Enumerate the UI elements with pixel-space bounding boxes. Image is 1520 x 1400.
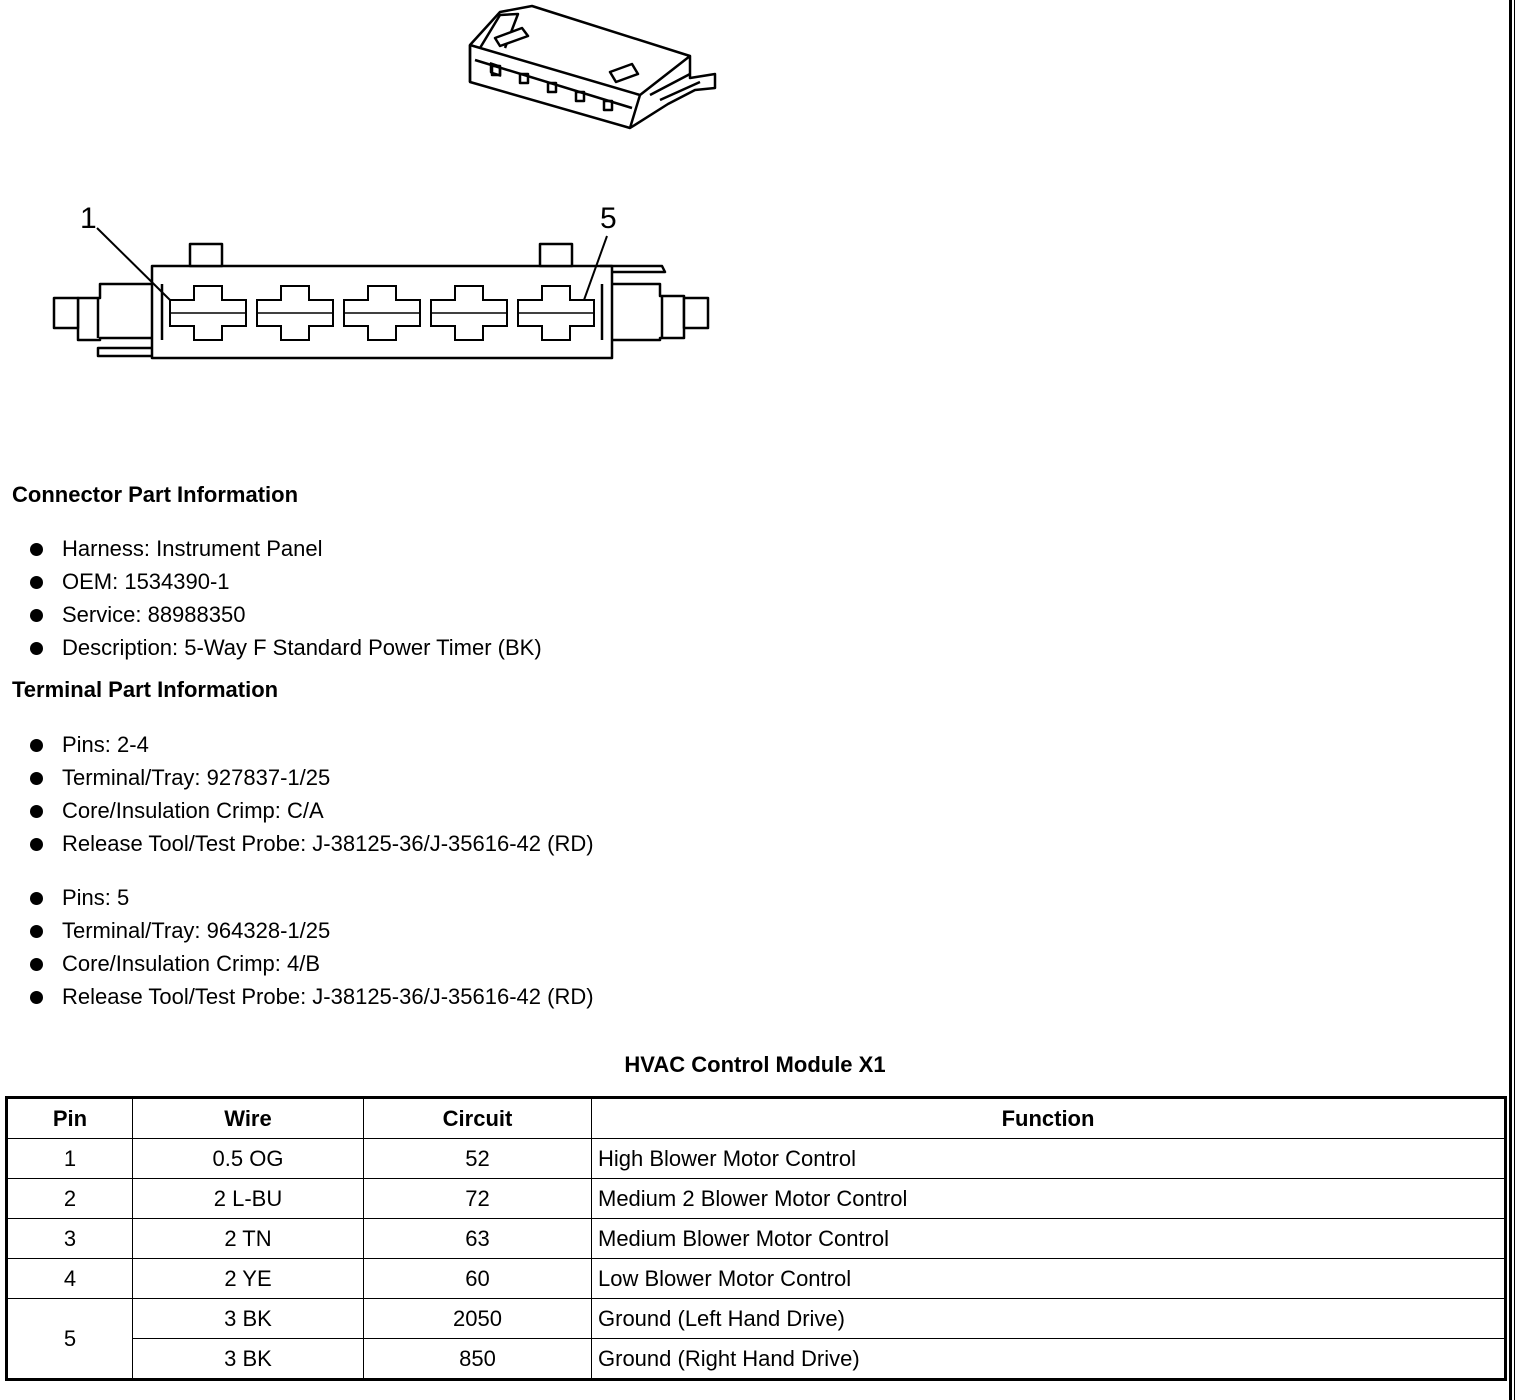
list-item: Pins: 2-4	[28, 728, 594, 761]
table-title: HVAC Control Module X1	[624, 1052, 886, 1077]
cell-circuit: 2050	[364, 1299, 592, 1339]
table-row	[7, 1179, 1506, 1219]
cell-pin: 1	[7, 1139, 133, 1179]
table-header-row	[7, 1098, 1506, 1139]
cell-circuit: 52	[364, 1139, 592, 1179]
cell-pin: 4	[7, 1259, 133, 1299]
cell-wire: 2 TN	[133, 1219, 364, 1259]
list-item: OEM: 1534390-1	[28, 565, 542, 598]
cell-wire: 3 BK	[133, 1299, 364, 1339]
cell-wire: 2 L-BU	[133, 1179, 364, 1219]
list-item: Terminal/Tray: 964328-1/25	[28, 914, 594, 947]
table-row	[7, 1259, 1506, 1299]
connector-info-list	[28, 532, 542, 664]
cell-function: Ground (Left Hand Drive)	[592, 1299, 1506, 1339]
table-row	[7, 1219, 1506, 1259]
connector-isometric-view	[470, 6, 715, 128]
list-item: Pins: 5	[28, 881, 594, 914]
cell-function: Medium 2 Blower Motor Control	[592, 1179, 1506, 1219]
list-item: Harness: Instrument Panel	[28, 532, 542, 565]
terminal-info-group-1	[28, 728, 594, 860]
cell-circuit: 60	[364, 1259, 592, 1299]
header-function: Function	[592, 1098, 1506, 1139]
list-item: Core/Insulation Crimp: 4/B	[28, 947, 594, 980]
pin-1-label: 1	[80, 202, 97, 235]
terminal-info-group-2	[28, 881, 594, 1013]
cell-wire: 0.5 OG	[133, 1139, 364, 1179]
list-item: Description: 5-Way F Standard Power Timer (BK)	[28, 631, 542, 664]
pin-1-leader-line	[97, 228, 170, 300]
header-circuit: Circuit	[364, 1098, 592, 1139]
pinout-table	[5, 1096, 1507, 1381]
cell-wire: 3 BK	[133, 1339, 364, 1380]
cell-function: High Blower Motor Control	[592, 1139, 1506, 1179]
cell-circuit: 850	[364, 1339, 592, 1380]
connector-info-title: Connector Part Information	[12, 482, 299, 507]
header-pin: Pin	[7, 1098, 133, 1139]
list-item: Service: 88988350	[28, 598, 542, 631]
cell-pin: 5	[7, 1299, 133, 1380]
cell-pin: 3	[7, 1219, 133, 1259]
table-row	[7, 1299, 1506, 1339]
page-border-right-inner	[1514, 0, 1515, 1400]
list-item: Core/Insulation Crimp: C/A	[28, 794, 594, 827]
list-item: Release Tool/Test Probe: J-38125-36/J-35616-42 (RD)	[28, 827, 594, 860]
cell-function: Low Blower Motor Control	[592, 1259, 1506, 1299]
cell-circuit: 72	[364, 1179, 592, 1219]
cell-pin: 2	[7, 1179, 133, 1219]
table-row	[7, 1139, 1506, 1179]
cell-function: Ground (Right Hand Drive)	[592, 1339, 1506, 1380]
cell-circuit: 63	[364, 1219, 592, 1259]
connector-drawing	[0, 0, 1510, 420]
list-item: Terminal/Tray: 927837-1/25	[28, 761, 594, 794]
table-row	[7, 1339, 1506, 1380]
header-wire: Wire	[133, 1098, 364, 1139]
pin-5-label: 5	[600, 202, 617, 235]
cell-function: Medium Blower Motor Control	[592, 1219, 1506, 1259]
terminal-info-title: Terminal Part Information	[12, 677, 279, 702]
cell-wire: 2 YE	[133, 1259, 364, 1299]
list-item: Release Tool/Test Probe: J-38125-36/J-35616-42 (RD)	[28, 980, 594, 1013]
